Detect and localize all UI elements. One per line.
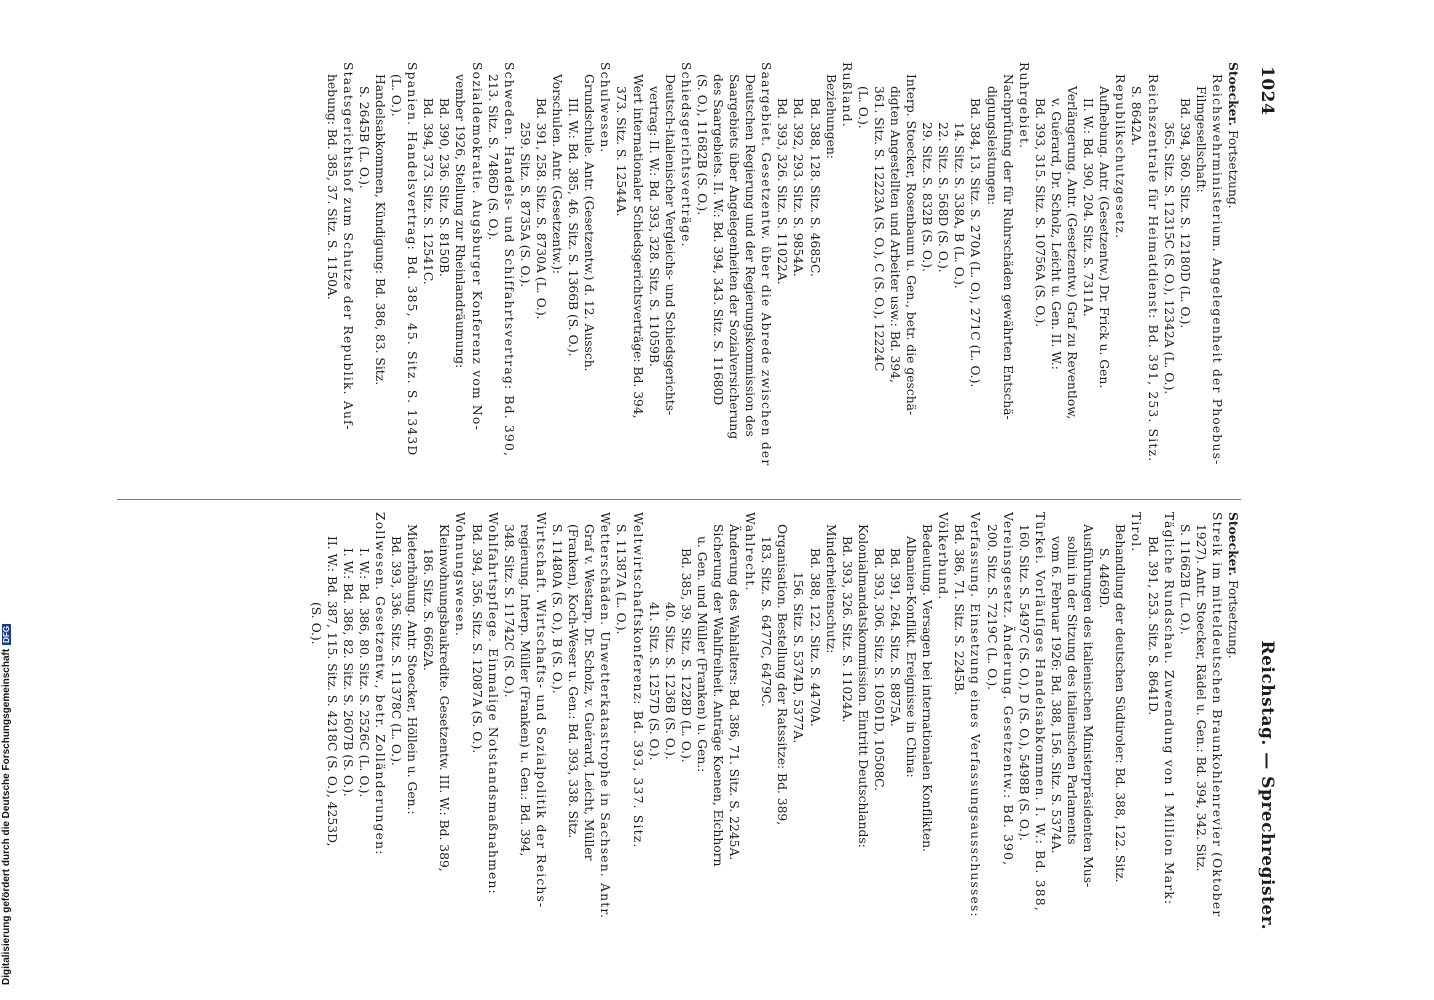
- register-line: Rußland.: [839, 62, 854, 128]
- register-line: Albanien-Konflikt. Ereignisse in China:: [904, 536, 919, 778]
- register-line: Wohnungswesen.: [453, 512, 468, 638]
- register-line: 1927). Antr. Stoecker, Rädel u. Gen.: Bd. 394, 342. Sitz.: [1193, 524, 1208, 872]
- register-line: (L. O.).: [855, 86, 870, 129]
- register-line: solini in der Sitzung des italienischen Parlaments: [1065, 536, 1080, 845]
- register-line: Graf v. Westarp, Dr. Scholz, v. Guérard, Leicht, Müller: [582, 524, 597, 861]
- register-line: I. W.: Bd. 386, 82. Sitz. S. 2607B (S. O.).: [340, 548, 355, 797]
- register-line: S. 8642A.: [1129, 86, 1144, 146]
- register-line: Spanien. Handelsvertrag: Bd. 385, 45. Sitz. S. 1343D: [405, 62, 420, 457]
- register-line: digungsleistungen:: [984, 86, 999, 206]
- register-line: 22. Sitz. S. 568D (S. O.).: [936, 122, 951, 273]
- register-line: Wirtschaft. Wirtschafts- und Sozialpolitik der Reichs-: [533, 512, 548, 909]
- register-line: Behandlung der deutschen Südtiroler: Bd. 388, 122. Sitz.: [1113, 524, 1128, 883]
- register-line: Türkei. Vorläufiges Handelsabkommen. I. W.: Bd. 388,: [1032, 512, 1047, 912]
- register-line: S. 11662B (L. O.).: [1177, 524, 1192, 635]
- register-line: (S. O.), 11682B (S. O.).: [694, 74, 709, 216]
- register-line: S. 4469D.: [1097, 548, 1112, 609]
- register-line: [1225, 62, 1241, 490]
- register-line: Ausführungen des italienischen Ministerpräsidenten Mus-: [1081, 524, 1096, 888]
- register-line: 160. Sitz. S. 5497C (S. O.), D (S. O.), 5498B (S. O.).: [1016, 524, 1031, 841]
- register-line: Bd. 393, 326. Sitz. S. 11024A.: [839, 536, 854, 723]
- register-line: Bd. 393, 326. Sitz. S. 11022A.: [775, 98, 790, 285]
- register-line: Deutsch-italienischer Vergleichs- und Schiedsgerichts-: [662, 74, 677, 416]
- running-head: Reichstag. — Sprechregister.: [1257, 640, 1277, 930]
- entry-name: Stoecker.: [1226, 62, 1241, 127]
- register-line: Verlängerung. Antr. (Gesetzentw.) Graf zu Reventlow,: [1065, 86, 1080, 420]
- register-line: des Saargebiets. II. W.: Bd. 394, 343. Sitz. S. 11680D: [711, 74, 725, 406]
- register-line: Saargebiet. Gesetzentw. über die Abrede zwischen der: [759, 62, 774, 467]
- register-line: Bd. 386, 71. Sitz. S. 2245B.: [952, 524, 967, 696]
- register-line: Kleinwohnungsbaukredite. Gesetzentw. III. W.: Bd. 389,: [437, 524, 452, 872]
- register-line: Vereinsgesetz. Änderung. Gesetzentw.: Bd. 390,: [1000, 512, 1015, 867]
- register-line: vertrag: II. W.: Bd. 393, 328. Sitz. S. 11059B.: [646, 86, 661, 367]
- register-line: (Franken), Koch-Weser u. Gen.: Bd. 393, 338. Sitz.: [566, 524, 581, 839]
- left-column: [117, 62, 1241, 490]
- register-line: 29. Sitz. S. 832B (S. O.).: [920, 122, 935, 272]
- register-line: 40. Sitz. S. 1236B (S. O.).: [662, 602, 677, 760]
- register-line: Sicherung der Wahlfreiheit. Anträge Koenen, Eichhorn: [711, 524, 725, 867]
- register-line: Filmgesellschaft:: [1193, 86, 1208, 193]
- rotated-register-page: [103, 58, 1277, 938]
- page-number: 1024: [1257, 66, 1277, 116]
- register-line: Grundschule. Antr. (Gesetzentw.) d. 12. Aussch.: [582, 74, 597, 372]
- register-line: 365. Sitz. S. 12315C (S. O.), 12342A (L. O.).: [1161, 122, 1176, 395]
- register-line: Mieterhöhung. Antr. Stoecker, Höllein u. Gen.:: [405, 524, 420, 815]
- register-line: Bd. 391, 258. Sitz. S. 8730A (L. O.).: [533, 98, 548, 320]
- register-line: Bedeutung. Versagen bei internationalen Konflikten.: [920, 524, 935, 852]
- register-line: Bd. 385, 39. Sitz. S. 1228D (L. O.).: [678, 548, 693, 763]
- register-line: Bd. 394, 356. Sitz. S. 12087A (S. O.).: [469, 524, 484, 754]
- register-line: Bd. 393, 315. Sitz. S. 10756A (S. O.).: [1032, 98, 1047, 328]
- register-line: v. Guérard, Dr. Scholz, Leicht u. Gen. II. W.:: [1048, 98, 1063, 370]
- register-line: hebung: Bd. 385, 37. Sitz. S. 1150A.: [324, 74, 339, 300]
- register-line: 186. Sitz. S. 6662A.: [421, 548, 436, 671]
- register-line: Bd. 394, 360. Sitz. S. 12180D (L. O.).: [1177, 98, 1192, 329]
- dfg-logo: DFG: [2, 625, 11, 643]
- register-line: II. W.: Bd. 390, 204. Sitz. S. 7311A.: [1081, 98, 1096, 317]
- register-line: 156. Sitz. S. 5374D, 5377A.: [791, 572, 806, 744]
- register-line: Schiedsgerichtsverträge.: [678, 62, 693, 248]
- register-line: Deutschen Regierung und der Regierungskommission des: [743, 74, 758, 437]
- column-divider: [117, 499, 1241, 500]
- register-line: 183. Sitz. S. 6477C, 6479C.: [759, 536, 774, 707]
- register-line: Sozialdemokratie. Augsburger Konferenz vom No-: [469, 62, 484, 431]
- register-line: Völkerbund.: [936, 512, 951, 601]
- register-line: Vorschulen. Antr. (Gesetzentw.):: [550, 74, 565, 275]
- register-line: Aufhebung. Antr. (Gesetzentw.) Dr. Frick u. Gen.: [1097, 86, 1112, 389]
- register-line: Bd. 393, 336. Sitz. S. 11378C (L. O.).: [389, 536, 404, 766]
- register-line: vember 1926, Stellung zur Rheinlandräumung:: [453, 74, 468, 369]
- register-line: 348. Sitz. S. 11742C (S. O.).: [501, 524, 516, 698]
- register-line: Nachprüfung der für Ruhrschäden gewährten Entschä-: [1000, 74, 1015, 420]
- register-line: Weltwirtschaftskonferenz: Bd. 393, 337. Sitz.: [630, 512, 645, 849]
- register-line: Bd. 388, 122. Sitz. S. 4470A.: [807, 548, 822, 727]
- register-line: II. W.: Bd. 387, 115. Sitz. S. 4218C (S. O.), 4253D,: [324, 536, 339, 847]
- credit-text: Digitalisierung gefördert durch die Deutsche Forschungsgemeinschaft: [1, 648, 12, 985]
- register-line: 259. Sitz. S. 8735A (S. O.).: [517, 122, 532, 288]
- register-line: III. W.: Bd. 385, 46. Sitz. S. 1366B (S. O.).: [566, 98, 581, 357]
- register-line: Bd. 388, 128. Sitz. S. 4685C.: [807, 98, 822, 277]
- register-line: vom 6. Februar 1926: Bd. 388, 156. Sitz. S. 5374A.: [1048, 536, 1063, 854]
- register-line: digten Angestellten und Arbeiter usw.: Bd. 394,: [888, 86, 903, 383]
- register-line: Organisation. Bestellung der Ratssitze: Bd. 389,: [775, 524, 790, 826]
- entry-name: Stoecker.: [1226, 512, 1241, 577]
- register-line: S. 11387A (L. O.).: [614, 524, 629, 635]
- register-line: Bd. 390, 236. Sitz. S. 8150B.: [437, 98, 452, 277]
- register-line: S. 2645B (L. O.).: [356, 86, 371, 189]
- register-line: Änderung des Wahlalters: Bd. 386, 71. Sitz. S. 2245A.: [727, 524, 742, 861]
- register-line: Schulwesen.: [598, 62, 613, 154]
- register-line: u. Gen. und Müller (Franken) u. Gen.:: [694, 536, 709, 773]
- register-line: Schweden. Handels- und Schiffahrtsvertrag: Bd. 390,: [501, 62, 516, 458]
- register-line: I. W.: Bd. 386, 80. Sitz. S. 2526C (L. O.).: [356, 548, 371, 798]
- register-line: Bd. 391, 264. Sitz. S. 8875A.: [888, 548, 903, 727]
- register-line: 373. Sitz. S. 12544A.: [614, 86, 629, 217]
- register-line: (S. O.).: [308, 602, 323, 645]
- register-line: Kolonialmandatskommission. Eintritt Deutschlands:: [855, 524, 870, 848]
- right-column: [117, 512, 1241, 940]
- digitization-credit: [1, 35, 15, 985]
- register-line: Tägliche Rundschau. Zuwendung von 1 Million Mark:: [1161, 512, 1176, 906]
- register-line: Wahlrecht.: [743, 512, 758, 592]
- register-line: Saargebiets über Angelegenheiten der Sozialversicherung: [727, 74, 742, 440]
- register-line: Streik im mitteldeutschen Braunkohlenrevier (Oktober: [1209, 512, 1224, 918]
- register-line: Minderheitenschutz:: [823, 524, 838, 654]
- register-line: Republikschutzgesetz.: [1113, 74, 1128, 240]
- register-line: Bd. 391, 253. Sitz. S. 8641D.: [1145, 536, 1160, 716]
- register-line: Wert internationaler Schiedsgerichtsverträge: Bd. 394,: [630, 74, 645, 419]
- register-line: Staatsgerichtshof zum Schutze der Republik. Auf-: [340, 62, 355, 431]
- register-line: Reichszentrale für Heimatdienst: Bd. 391, 253. Sitz.: [1145, 74, 1160, 463]
- register-line: Bd. 384, 13. Sitz. S. 270A (L. O.), 271C (L. O.).: [968, 98, 983, 388]
- register-line: 41. Sitz. S. 1257D (S. O.).: [646, 602, 661, 761]
- register-line: regierung. Interp. Müller (Franken) u. Gen.: Bd. 394,: [517, 524, 532, 857]
- register-line: Beziehungen:: [823, 74, 838, 159]
- register-line: Tirol.: [1129, 512, 1144, 553]
- register-line: 200. Sitz. S. 7219C (L. O.).: [984, 524, 999, 691]
- register-line: 361. Sitz. S. 12223A (S. O.), C (S. O.), 12224C: [871, 86, 886, 372]
- register-line: Bd. 392, 293. Sitz. S. 9854A.: [791, 98, 806, 277]
- register-line: S. 11480A (S. O.), B (S. O.).: [550, 524, 565, 694]
- register-line: [1225, 512, 1241, 940]
- register-line: 213. Sitz. S. 7486D (S. O.).: [485, 74, 500, 241]
- register-line: Bd. 393, 306. Sitz. S. 10501D, 10508C.: [871, 548, 886, 792]
- entry-text: Fortsetzung.: [1226, 126, 1240, 209]
- register-line: (L. O.).: [389, 74, 404, 117]
- register-line: Wohlfahrtspflege. Einmalige Notstandsmaßnahmen:: [485, 512, 500, 895]
- register-line: Interp. Stoecker, Rosenbaum u. Gen., betr. die geschä-: [904, 74, 919, 416]
- register-line: 14. Sitz. S. 338A, B (L. O.).: [952, 122, 967, 289]
- register-line: Wetterschäden. Unwetterkatastrophe in Sachsen. Antr.: [598, 512, 613, 920]
- entry-text: Fortsetzung.: [1226, 576, 1240, 659]
- register-line: Bd. 394, 373. Sitz. S. 12541C.: [421, 98, 436, 285]
- register-line: Reichswehrministerium. Angelegenheit der Phoebus-: [1209, 74, 1224, 466]
- register-line: Handelsabkommen, Kündigung: Bd. 386, 83. Sitz.: [373, 74, 388, 386]
- register-line: Ruhrgebiet.: [1016, 62, 1031, 150]
- register-line: Zollwesen. Gesetzentw., betr. Zolländerungen:: [373, 512, 388, 856]
- register-line: Verfassung. Einsetzung eines Verfassungsausschusses:: [968, 512, 983, 918]
